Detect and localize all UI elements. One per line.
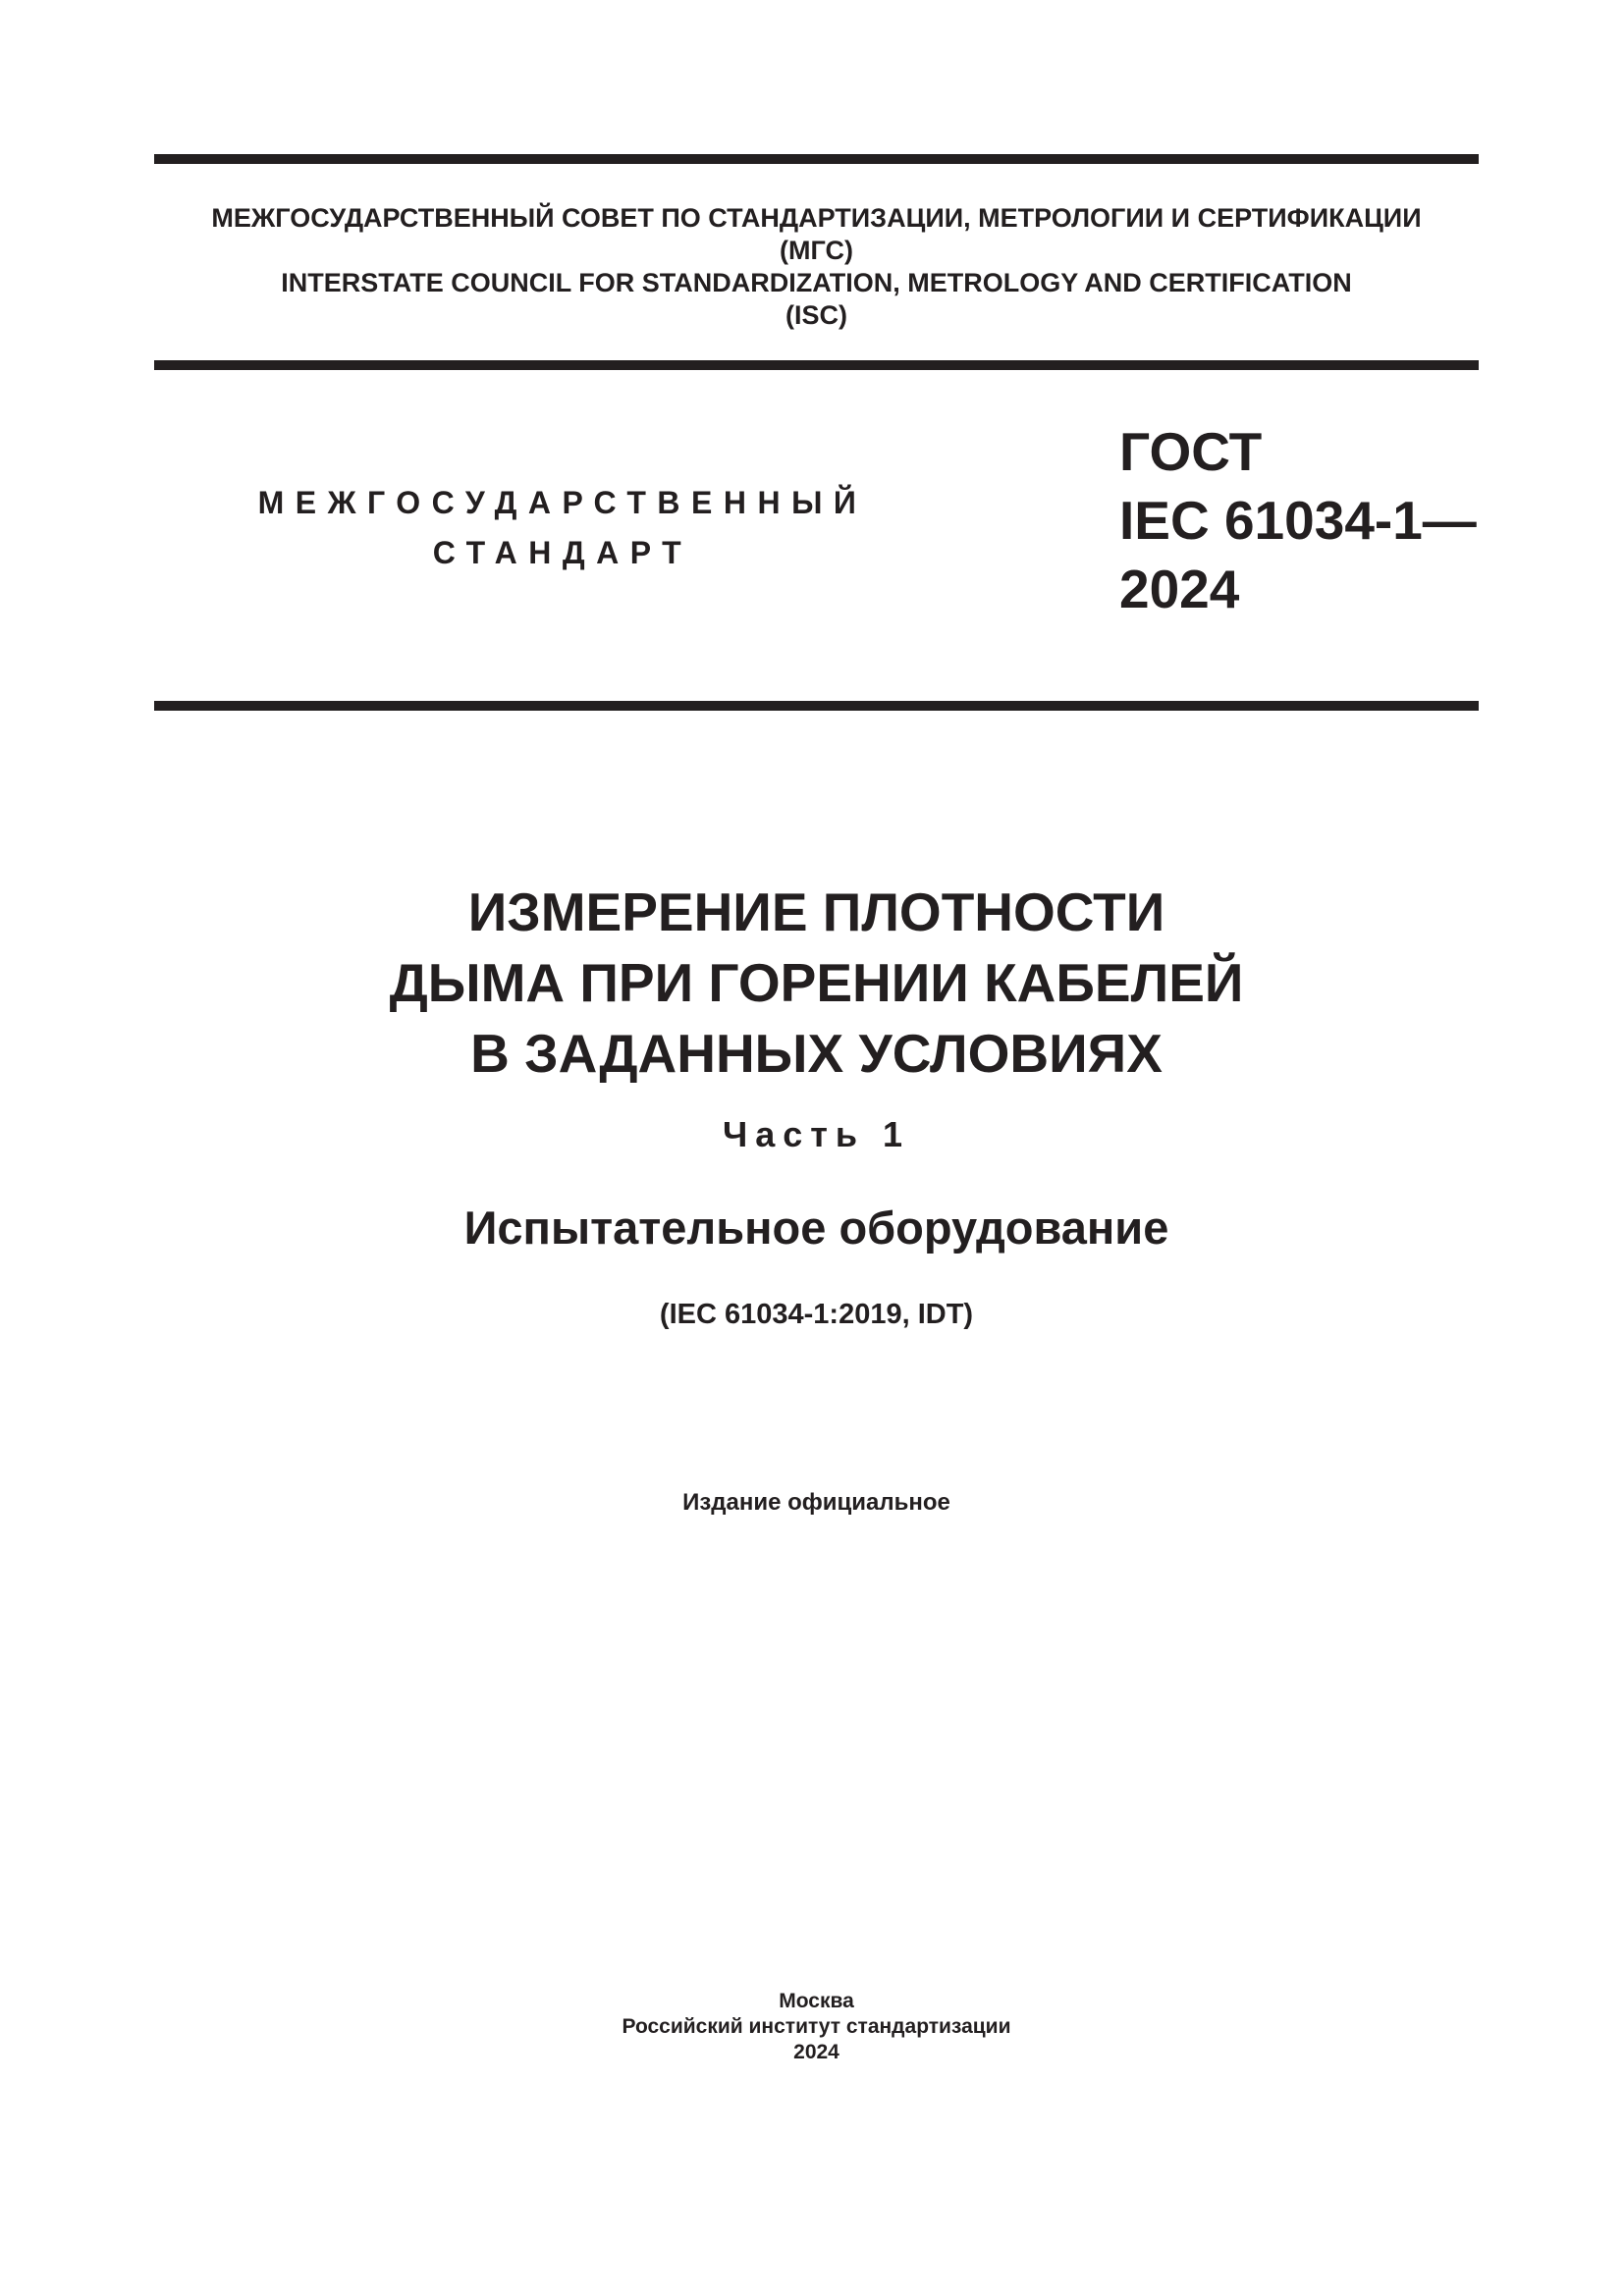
title-line3: В ЗАДАННЫХ УСЛОВИЯХ: [470, 1023, 1163, 1084]
title-line2: ДЫМА ПРИ ГОРЕНИИ КАБЕЛЕЙ: [389, 952, 1244, 1013]
part-label: Часть 1: [722, 1114, 911, 1154]
publisher-year: 2024: [793, 2041, 839, 2063]
council-abbr-ru: (МГС): [780, 236, 853, 265]
document-title: [154, 877, 1479, 1089]
publisher-block: [154, 1989, 1479, 2065]
council-name-en: INTERSTATE COUNCIL FOR STANDARDIZATION, METROLOGY AND CERTIFICATION: [281, 268, 1352, 297]
top-rule: [154, 154, 1479, 164]
standard-kind-line2: СТАНДАРТ: [432, 535, 693, 570]
edition-label: Издание официальное: [682, 1489, 950, 1516]
part-subtitle: Испытательное оборудование: [463, 1201, 1169, 1254]
council-abbr-en: (ISC): [785, 300, 847, 330]
council-header: [154, 202, 1479, 332]
standard-kind: [154, 478, 971, 578]
standard-designation: [1119, 417, 1477, 623]
standard-kind-line1: МЕЖГОСУДАРСТВЕННЫЙ: [257, 485, 868, 520]
bottom-rule: [154, 701, 1479, 711]
title-line1: ИЗМЕРЕНИЕ ПЛОТНОСТИ: [467, 881, 1165, 942]
publisher-city: Москва: [779, 1990, 854, 2012]
designation-line3: 2024: [1119, 559, 1240, 619]
publisher-institute: Российский институт стандартизации: [622, 2015, 1011, 2038]
designation-line1: ГОСТ: [1119, 421, 1263, 482]
designation-line2: IEC 61034-1—: [1119, 490, 1477, 551]
iec-reference: (IEC 61034-1:2019, IDT): [659, 1299, 974, 1330]
council-name-ru: МЕЖГОСУДАРСТВЕННЫЙ СОВЕТ ПО СТАНДАРТИЗАЦИИ, МЕТРОЛОГИИ И СЕРТИФИКАЦИИ: [211, 203, 1422, 233]
middle-rule: [154, 360, 1479, 370]
